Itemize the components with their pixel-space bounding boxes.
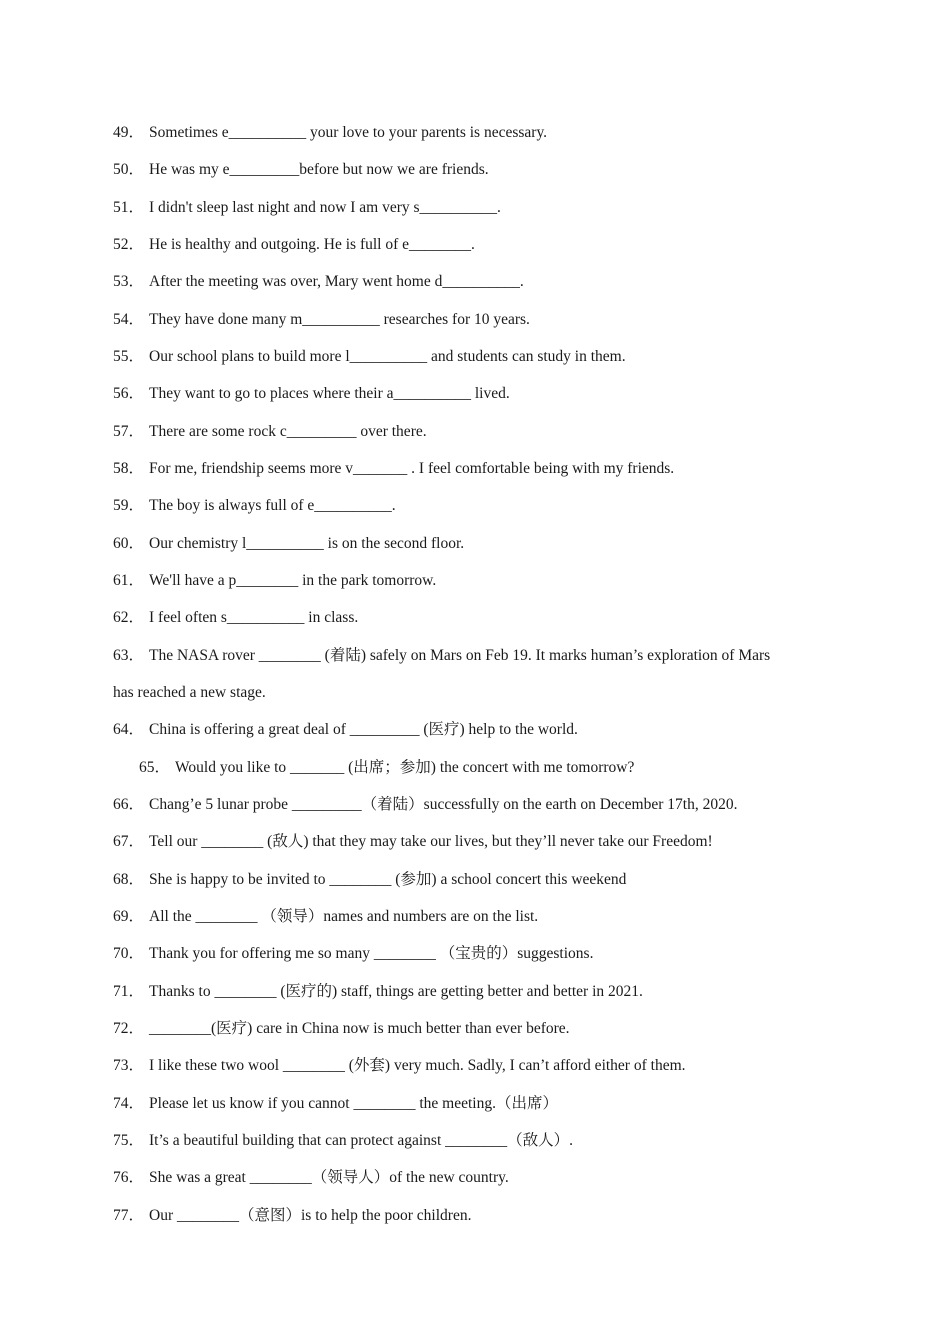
question-text: For me, friendship seems more v_______ . I feel comfortable being with my friends. <box>149 460 675 477</box>
question-number: 54． <box>113 311 145 328</box>
question-text: China is offering a great deal of _________ (医疗) help to the world. <box>149 721 578 738</box>
question-number: 77． <box>113 1207 145 1224</box>
question-number: 74． <box>113 1095 145 1112</box>
question-number: 58． <box>113 460 145 477</box>
question-55 <box>113 347 626 367</box>
question-50 <box>113 160 489 180</box>
question-text: I didn't sleep last night and now I am very s__________. <box>149 199 501 216</box>
question-77 <box>113 1206 471 1226</box>
question-text: Thank you for offering me so many ________ （宝贵的）suggestions. <box>149 945 594 962</box>
question-67 <box>113 832 713 852</box>
question-72 <box>113 1019 570 1039</box>
question-70 <box>113 944 593 964</box>
question-number: 62． <box>113 609 145 626</box>
question-text: Our school plans to build more l__________ and students can study in them. <box>149 348 626 365</box>
question-text: We'll have a p________ in the park tomorrow. <box>149 572 437 589</box>
question-58 <box>113 459 674 479</box>
question-text: She is happy to be invited to ________ (参加) a school concert this weekend <box>149 871 627 888</box>
question-number: 57． <box>113 423 145 440</box>
question-61 <box>113 571 436 591</box>
question-text: The NASA rover ________ (着陆) safely on Mars on Feb 19. It marks human’s exploration of Mars <box>149 647 771 664</box>
question-text: They have done many m__________ researches for 10 years. <box>149 311 530 328</box>
question-number: 59． <box>113 497 145 514</box>
question-number: 64． <box>113 721 145 738</box>
question-text: After the meeting was over, Mary went home d__________. <box>149 273 524 290</box>
question-64 <box>113 720 578 740</box>
question-number: 55． <box>113 348 145 365</box>
question-text: Sometimes e__________ your love to your parents is necessary. <box>149 124 548 141</box>
question-text: I feel often s__________ in class. <box>149 609 359 626</box>
question-text: Our chemistry l__________ is on the second floor. <box>149 535 465 552</box>
question-text: Would you like to _______ (出席；参加) the concert with me tomorrow? <box>175 759 635 776</box>
question-text: Chang’e 5 lunar probe _________（着陆）successfully on the earth on December 17th, 2020. <box>149 796 738 813</box>
question-69 <box>113 907 538 927</box>
question-text: The boy is always full of e__________. <box>149 497 396 514</box>
question-71 <box>113 982 643 1002</box>
question-text: It’s a beautiful building that can protect against ________（敌人）. <box>149 1132 574 1149</box>
question-56 <box>113 384 510 404</box>
question-63-continuation <box>113 683 266 703</box>
question-66 <box>113 795 737 815</box>
question-number: 51． <box>113 199 145 216</box>
question-text: has reached a new stage. <box>113 684 266 701</box>
question-number: 66． <box>113 796 145 813</box>
question-number: 76． <box>113 1169 145 1186</box>
question-number: 72． <box>113 1020 145 1037</box>
question-number: 53． <box>113 273 145 290</box>
question-number: 69． <box>113 908 145 925</box>
question-text: Tell our ________ (敌人) that they may take our lives, but they’ll never take our Freedom! <box>149 833 713 850</box>
question-73 <box>113 1056 686 1076</box>
question-59 <box>113 496 396 516</box>
question-62 <box>113 608 358 628</box>
question-52 <box>113 235 475 255</box>
question-57 <box>113 422 427 442</box>
question-number: 63． <box>113 647 145 664</box>
question-53 <box>113 272 524 292</box>
question-75 <box>113 1131 573 1151</box>
question-number: 73． <box>113 1057 145 1074</box>
question-76 <box>113 1168 509 1188</box>
question-number: 49． <box>113 124 145 141</box>
question-text: They want to go to places where their a__________ lived. <box>149 385 510 402</box>
question-number: 65． <box>139 759 171 776</box>
question-text: He was my e_________before but now we are friends. <box>149 161 489 178</box>
question-54 <box>113 310 530 330</box>
question-68 <box>113 870 626 890</box>
question-text: She was a great ________（领导人）of the new country. <box>149 1169 509 1186</box>
question-number: 67． <box>113 833 145 850</box>
question-number: 68． <box>113 871 145 888</box>
question-60 <box>113 534 464 554</box>
question-65 <box>139 758 634 778</box>
question-number: 56． <box>113 385 145 402</box>
question-text: All the ________ （领导）names and numbers are on the list. <box>149 908 539 925</box>
question-text: I like these two wool ________ (外套) very much. Sadly, I can’t afford either of them. <box>149 1057 686 1074</box>
question-text: He is healthy and outgoing. He is full of e________. <box>149 236 475 253</box>
question-49 <box>113 123 547 143</box>
question-number: 70． <box>113 945 145 962</box>
question-74 <box>113 1094 558 1114</box>
question-text: There are some rock c_________ over there. <box>149 423 427 440</box>
question-text: ________(医疗) care in China now is much better than ever before. <box>149 1020 570 1037</box>
question-number: 60． <box>113 535 145 552</box>
question-number: 50． <box>113 161 145 178</box>
question-number: 71． <box>113 983 145 1000</box>
question-text: Our ________（意图）is to help the poor children. <box>149 1207 472 1224</box>
question-number: 75． <box>113 1132 145 1149</box>
question-63 <box>113 646 770 666</box>
question-number: 52． <box>113 236 145 253</box>
question-text: Please let us know if you cannot ________ the meeting.（出席） <box>149 1095 558 1112</box>
question-text: Thanks to ________ (医疗的) staff, things are getting better and better in 2021. <box>149 983 643 1000</box>
question-number: 61． <box>113 572 145 589</box>
question-51 <box>113 198 501 218</box>
